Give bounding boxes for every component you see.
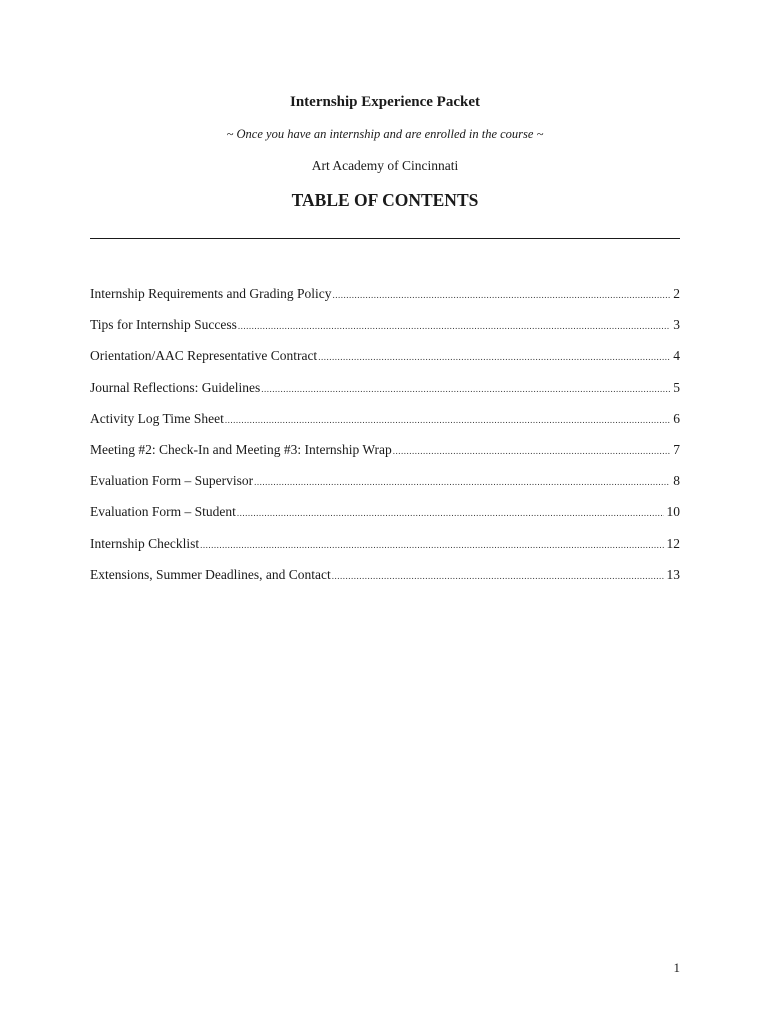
dot-leader [237, 508, 664, 518]
dot-leader [225, 415, 670, 425]
toc-entry-page: 12 [666, 535, 680, 551]
toc-entry-page: 10 [666, 504, 680, 520]
document-subtitle: ~ Once you have an internship and are enrolled in the course ~ [226, 127, 544, 141]
toc-entry[interactable] [90, 536, 680, 567]
table-of-contents [90, 286, 680, 598]
toc-entry[interactable] [90, 286, 680, 317]
toc-entry-label: Activity Log Time Sheet [90, 410, 224, 426]
dot-leader [332, 571, 664, 581]
toc-entry-label: Internship Checklist [90, 535, 200, 551]
dot-leader [261, 384, 670, 394]
institution-name: Art Academy of Cincinnati [311, 158, 459, 173]
toc-entry[interactable] [90, 411, 680, 442]
toc-entry-label: Meeting #2: Check-In and Meeting #3: Internship Wrap [90, 441, 392, 457]
toc-entry[interactable] [90, 504, 680, 535]
toc-heading: TABLE OF CONTENTS [291, 190, 479, 210]
toc-entry-page: 7 [673, 441, 680, 457]
toc-entry-label: Tips for Internship Success [90, 317, 237, 333]
toc-entry[interactable] [90, 473, 680, 504]
toc-entry[interactable] [90, 380, 680, 411]
dot-leader [238, 321, 670, 331]
toc-entry-page: 5 [673, 379, 680, 395]
toc-entry-label: Evaluation Form – Student [90, 504, 236, 520]
page-number: 1 [673, 960, 680, 975]
toc-entry-page: 13 [666, 566, 680, 582]
dot-leader [200, 540, 663, 550]
dot-leader [332, 290, 670, 300]
toc-entry-page: 4 [673, 348, 680, 364]
toc-entry[interactable] [90, 317, 680, 348]
dot-leader [254, 477, 670, 487]
toc-entry-label: Extensions, Summer Deadlines, and Contact [90, 566, 331, 582]
toc-entry-label: Orientation/AAC Representative Contract [90, 348, 318, 364]
toc-entry-page: 3 [673, 317, 680, 333]
toc-entry[interactable] [90, 348, 680, 379]
toc-entry-page: 2 [673, 286, 680, 301]
toc-entry-page: 8 [673, 473, 680, 489]
dot-leader [393, 446, 670, 456]
toc-entry-label: Internship Requirements and Grading Policy [90, 286, 332, 301]
toc-entry-label: Evaluation Form – Supervisor [90, 473, 254, 489]
toc-entry-page: 6 [673, 410, 680, 426]
document-title: Internship Experience Packet [290, 94, 480, 110]
toc-entry[interactable] [90, 567, 680, 598]
toc-entry-label: Journal Reflections: Guidelines [90, 379, 261, 395]
dot-leader [318, 352, 670, 362]
toc-entry[interactable] [90, 442, 680, 473]
horizontal-divider [90, 238, 680, 239]
